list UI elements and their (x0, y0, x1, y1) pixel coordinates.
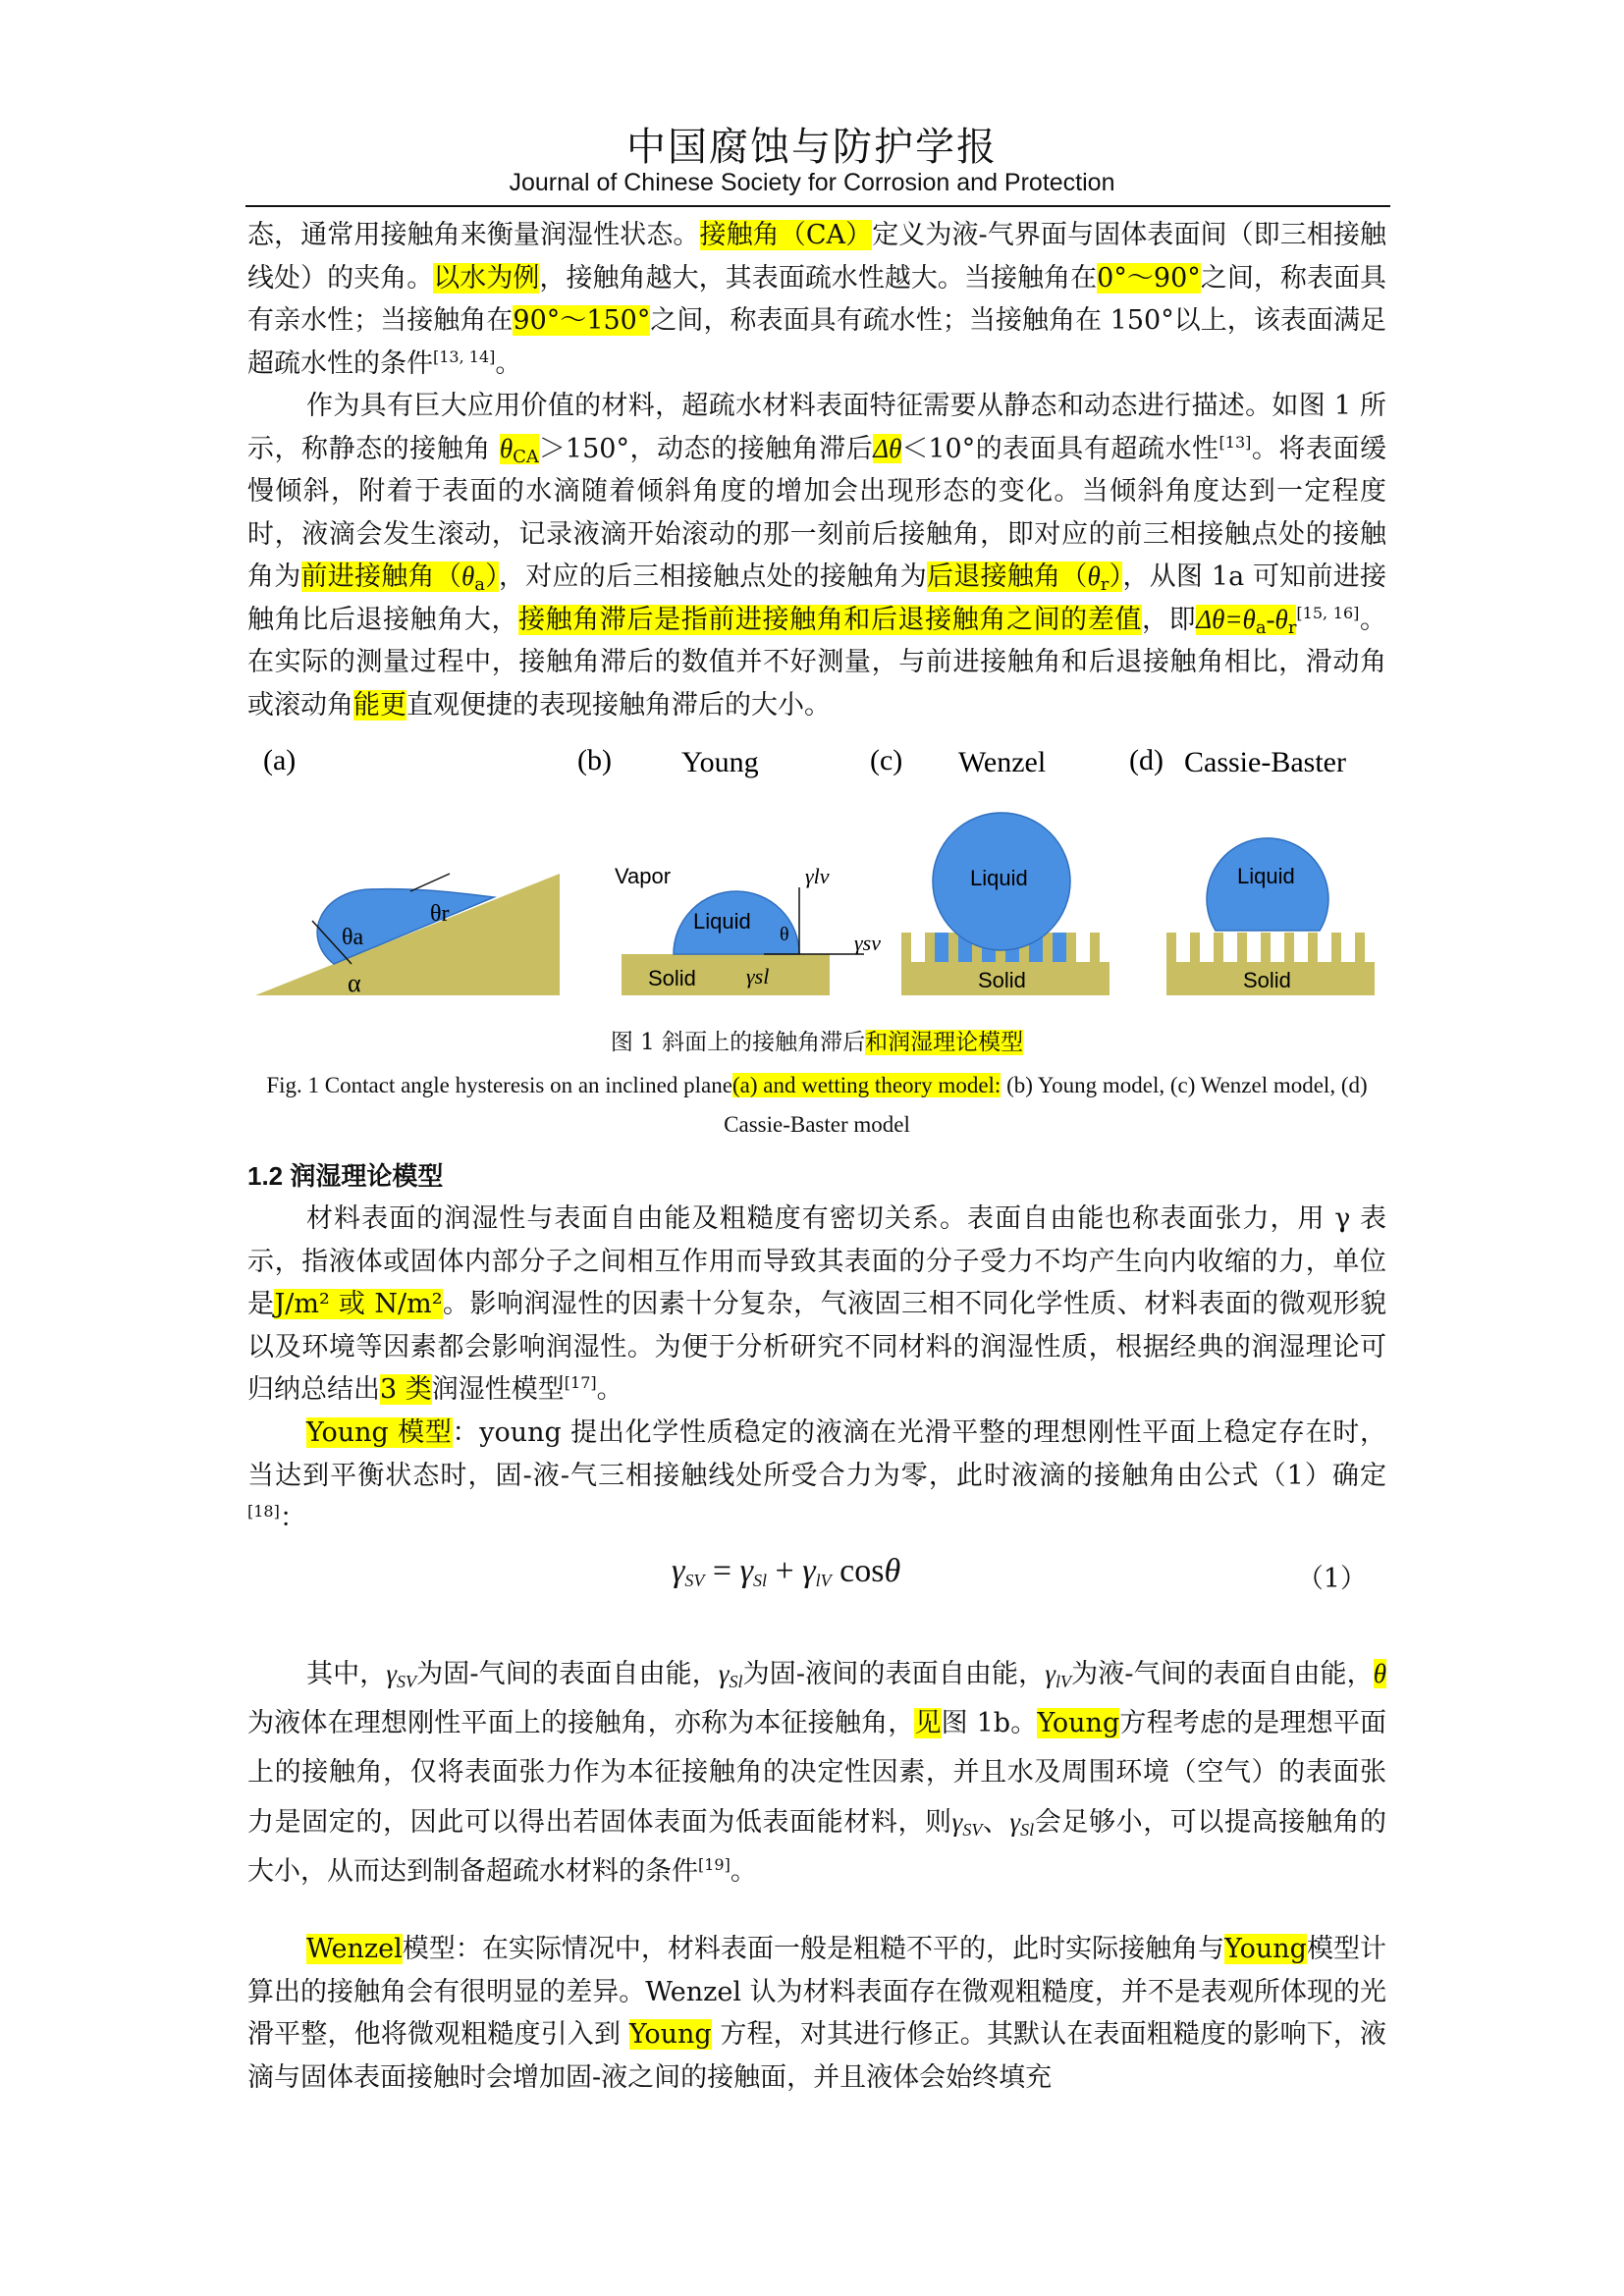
highlight: Wenzel (306, 1934, 403, 1964)
highlight: Young (1037, 1708, 1120, 1738)
highlight: $\Delta\theta=\theta_a-\theta_r$ (1196, 604, 1297, 638)
highlight: Young (628, 2019, 712, 2050)
header-rule (245, 205, 1390, 207)
highlight: 90°～150° (513, 305, 651, 336)
section-heading: 1.2 润湿理论模型 (247, 1161, 444, 1191)
panel-c-diagram (901, 813, 1110, 995)
panel-d-diagram (1166, 838, 1375, 995)
panel-d-title: Cassie-Baster (1184, 746, 1346, 778)
paragraph-young-model: Young 模型：young 提出化学性质稳定的液滴在光滑平整的理想刚性平面上稳定存在时，当达到平衡状态时，固-液-气三相接触线处所受合力为零，此时液滴的接触角由公式（1）确定[18]： (247, 1417, 1386, 1533)
journal-title-en: Journal of Chinese Society for Corrosion and Protection (509, 169, 1115, 196)
paragraph-contact-angle-intro: 态，通常用接触角来衡量润湿性状态。接触角（CA）定义为液-气界面与固体表面间（即三相接触线处）的夹角。以水为例，接触角越大，其表面疏水性越大。当接触角在0°～90°之间，称表面具有亲水性；当接触角在90°～150°之间，称表面具有疏水性；当接触角在 150°以上，该表面满足超疏水性的条件[13, 14]。 (247, 220, 1387, 379)
liquid-label-c: Liquid (970, 866, 1028, 890)
highlight: 后退接触角$(\theta_r)$ (926, 561, 1123, 595)
highlight: Young (1224, 1934, 1307, 1964)
theta-label: θ (780, 924, 789, 945)
panel-c-title: Wenzel (958, 746, 1047, 778)
solid-label-b: Solid (648, 966, 696, 990)
paragraph-young-terms: 其中，$\gamma_{SV}$为固-气间的表面自由能，$\gamma_{Sl}$为固-液间的表面自由能，$\gamma_{lV}$为液-气间的表面自由能，θ为液体在理想刚性平面上的接触角，亦称为本征接触角，见图 1b。Young方程考虑的是理想平面上的接触角，仅将表面张力作为本征接触角的决定性因素，并且水及周围环境（空气）的表面张力是固定的，因此可以得出若固体表面为低表面能材料，则$\gamma_{SV}$、$\gamma_{Sl}$会足够小，可以提高接触角的大小，从而达到制备超疏水材料的条件[19]。 (247, 1659, 1387, 1887)
solid-label-c: Solid (978, 968, 1026, 992)
highlight: 接触角滞后是指前进接触角和后退接触角之间的差值 (518, 604, 1142, 635)
paragraph-surface-energy: 材料表面的润湿性与表面自由能及粗糙度有密切关系。表面自由能也称表面张力，用 γ 表示，指液体或固体内部分子之间相互作用而导致其表面的分子受力不均产生向内收缩的力，单位是J/m² 或 N/m²。影响润湿性的因素十分复杂，气液固三相不同化学性质、材料表面的微观形貌以及环境等因素都会影响润湿性。为便于分析研究不同材料的润湿性质，根据经典的润湿理论可归纳总结出3 类润湿性模型[17]。 (247, 1203, 1387, 1405)
highlight: 能更 (353, 689, 406, 721)
highlight: Young 模型 (306, 1417, 453, 1448)
paragraph-hysteresis: 作为具有巨大应用价值的材料，超疏水材料表面特征需要从静态和动态进行描述。如图 1 所示，称静态的接触角 $\theta_{CA}>150^\circ$，动态的接触角滞后Δθ＜10°的表面具有超疏水性[13]。将表面缓慢倾斜，附着于表面的水滴随着倾斜角度的增加会出现形态的变化。当倾斜角度达到一定程度时，液滴会发生滚动，记录液滴开始滚动的那一刻前后接触角，即对应的前三相接触点处的接触角为前进接触角$(\theta_a)$，对应的后三相接触点处的接触角为后退接触角$(\theta_r)$，从图 1a 可知前进接触角比后退接触角大，接触角滞后是指前进接触角和后退接触角之间的差值，即$\Delta\theta=\theta_a-\theta_r[15, 16]$。在实际的测量过程中，接触角滞后的数值并不好测量，与前进接触角和后退接触角相比，滑动角或滚动角能更直观便捷的表现接触角滞后的大小。 (247, 391, 1387, 721)
highlight: 前进接触角$(\theta_a)$ (300, 561, 499, 595)
vapor-label: Vapor (615, 864, 672, 888)
highlight: 以水为例 (433, 262, 540, 294)
highlight: 见 (914, 1708, 942, 1738)
panel-d-label: (d) (1129, 744, 1164, 776)
journal-title-cn: 中国腐蚀与防护学报 (626, 125, 998, 170)
solid-label-d: Solid (1243, 968, 1291, 992)
highlight: 接触角（CA） (699, 220, 873, 250)
highlight: J/m² 或 N/m² (274, 1289, 443, 1319)
gamma-sv-label: γsv (854, 931, 881, 955)
citation: [18] (247, 1502, 280, 1521)
figure-1 (253, 736, 1392, 1001)
theta-r-label: θr (430, 901, 450, 927)
gamma-lv-label: γlv (805, 864, 830, 888)
highlight: (a) and wetting theory model: (731, 1073, 1001, 1097)
citation: [15, 16] (1296, 603, 1360, 622)
figure-caption-cn: 图 1 斜面上的接触角滞后和润湿理论模型 (610, 1030, 1024, 1055)
equation-1 (247, 1553, 1386, 1602)
highlight: 0°～90° (1097, 262, 1201, 294)
highlight: 3 类 (380, 1374, 432, 1405)
gamma-sl-label: γsl (746, 964, 770, 988)
citation: [13] (1218, 432, 1252, 452)
highlight: $\theta_{CA}$ (499, 433, 539, 467)
highlight: Δθ (873, 433, 902, 463)
equation-number: （1） (1296, 1564, 1367, 1594)
panel-b-title: Young (681, 746, 759, 778)
liquid-label-b: Liquid (693, 909, 751, 934)
alpha-label: α (348, 969, 361, 997)
citation: [19] (698, 1855, 731, 1874)
liquid-label-d: Liquid (1237, 864, 1295, 888)
paragraph-wenzel-model: Wenzel模型：在实际情况中，材料表面一般是粗糙不平的，此时实际接触角与Young模型计算出的接触角会有很明显的差异。Wenzel 认为材料表面存在微观粗糙度，并不是表观所体现的光滑平整，他将微观粗糙度引入到 Young 方程，对其进行修正。其默认在表面粗糙度的影响下，液滴与固体表面接触时会增加固-液之间的接触面，并且液体会始终填充 (247, 1934, 1387, 2093)
highlight: θ (1373, 1659, 1387, 1688)
panel-a-label: (a) (263, 744, 297, 776)
highlight: 和润湿理论模型 (865, 1030, 1024, 1055)
citation: [17] (564, 1373, 597, 1392)
equation-body: $\gamma_{SV} = \gamma_{Sl} + \gamma_{lV}$ cosθ (672, 1553, 901, 1590)
panel-c-label: (c) (870, 744, 903, 776)
citation: [13, 14] (433, 347, 496, 366)
panel-b-diagram (615, 864, 881, 995)
panel-b-label: (b) (577, 744, 612, 776)
figure-caption-en: Fig. 1 Contact angle hysteresis on an inclined plane(a) and wetting theory model: (b) Young model, (c) Wenzel model, (d) Cassie-Baster model (266, 1073, 1368, 1137)
panel-a-diagram (255, 874, 560, 997)
theta-a-label: θa (342, 925, 364, 950)
